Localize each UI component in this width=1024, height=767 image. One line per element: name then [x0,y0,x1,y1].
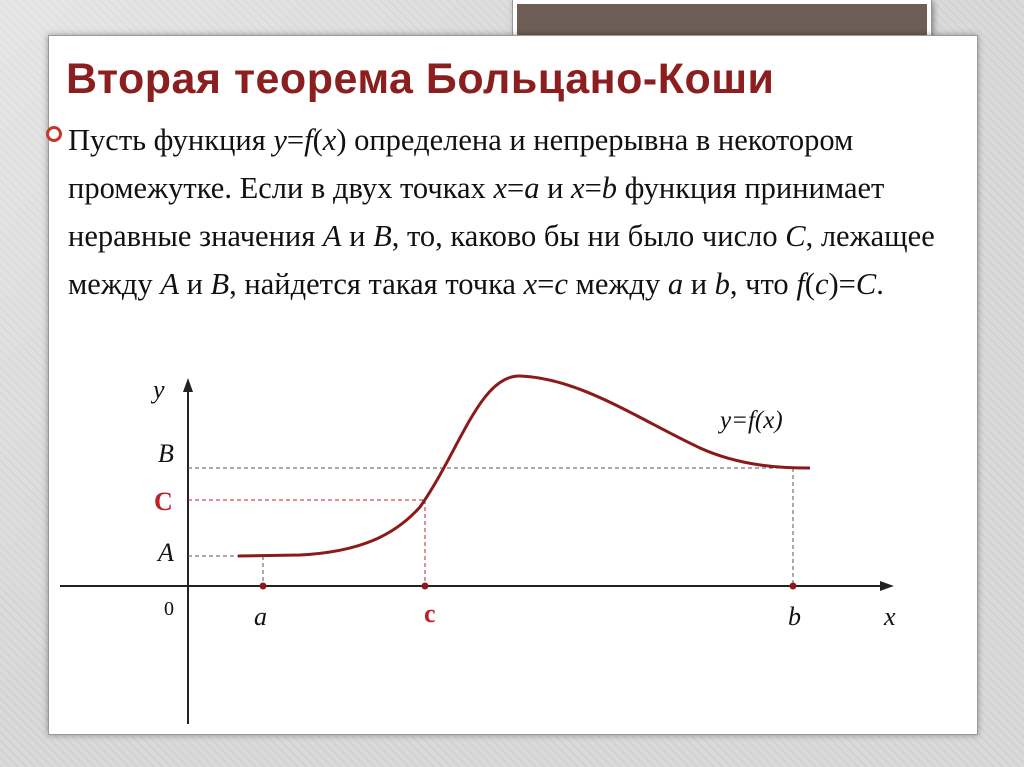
math-symbol: x [571,171,585,205]
math-symbol: x [493,171,507,205]
statement-text: , то, каково бы ни было число [391,219,786,253]
label-B: B [158,439,174,468]
label-A: A [158,538,174,567]
function-curve [238,376,810,556]
statement-text: = [286,123,305,157]
x-axis-label: x [884,602,896,631]
math-symbol: b [601,171,618,205]
x-axis-arrow-icon [880,581,894,591]
point-a [260,583,267,590]
origin-label: 0 [164,598,174,620]
statement-text: , найдется такая точка [229,267,524,301]
math-symbol: A [160,267,179,301]
point-c [422,583,429,590]
math-symbol: a [667,267,684,301]
statement-text: ( [804,267,815,301]
math-symbol: B [210,267,230,301]
statement-text: Пусть функция [68,123,274,157]
math-symbol: c [554,267,568,301]
statement-text: ( [312,123,323,157]
math-symbol: B [373,219,392,253]
statement-text: = [584,171,602,205]
y-axis-arrow-icon [183,378,193,392]
y-axis-label: y [153,375,165,404]
math-symbol: a [524,171,540,205]
math-symbol: x [322,123,337,157]
statement-text: = [506,171,525,205]
slide-title: Вторая теорема Больцано-Коши [66,55,775,103]
label-a: a [254,602,267,631]
label-c: c [424,599,436,628]
statement-text: и [178,267,211,301]
point-b [790,583,797,590]
statement-text: . [876,267,884,301]
statement-text: и [683,267,715,301]
curve-label: y=f(x) [720,407,783,434]
math-symbol: y [273,123,287,157]
statement-text: )= [828,267,856,301]
math-symbol: A [322,219,342,253]
math-symbol: x [523,267,538,301]
statement-text: и [341,219,374,253]
label-b: b [788,602,801,631]
statement-text: между [567,267,668,301]
statement-text: = [537,267,555,301]
statement-text: функция принимает неравные значения [68,171,885,253]
statement-text: ) определена и непрерывна в некотором промежутке. Если в двух точках [68,123,854,205]
statement-text: и [539,171,572,205]
math-symbol: C [855,267,877,301]
statement-text: , что [729,267,797,301]
math-symbol: f [796,267,805,301]
math-symbol: b [714,267,730,301]
math-symbol: c [814,267,829,301]
math-symbol: f [304,123,313,157]
label-C: C [154,487,173,516]
math-symbol: C [785,219,806,253]
statement-text: , лежащее между [68,219,935,301]
